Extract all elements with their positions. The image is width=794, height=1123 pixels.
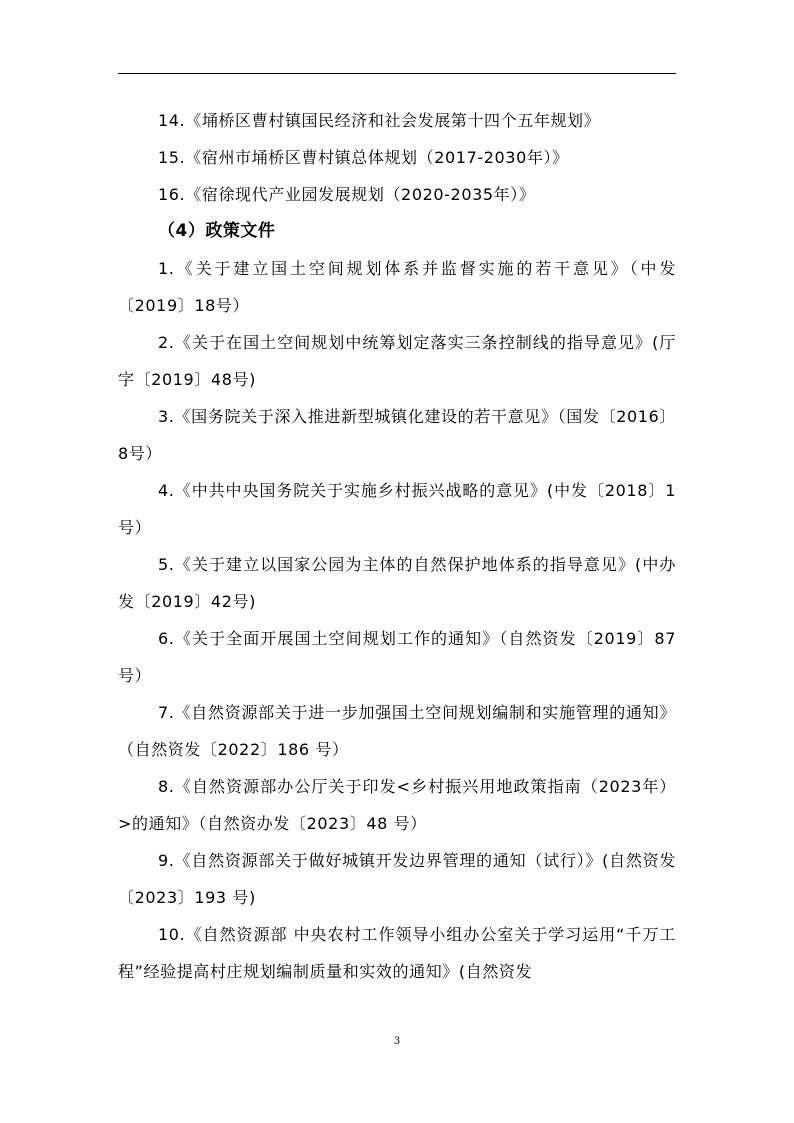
section-heading: （4）政策文件 (158, 221, 276, 241)
header-rule (118, 73, 676, 74)
list-item: 5.《关于建立以国家公园为主体的自然保护地体系的指导意见》(中办发〔2019〕42号) (118, 555, 676, 611)
list-item: 1.《关于建立国土空间规划体系并监督实施的若干意见》（中发〔2019〕18号） (118, 259, 676, 315)
list-item: 16.《宿徐现代产业园发展规划（2020-2035年）》 (158, 185, 536, 204)
list-item: 8.《自然资源部办公厅关于印发<乡村振兴用地政策指南（2023年）>的通知》（自然资办发〔2023〕48 号） (118, 777, 676, 833)
page-number: 3 (393, 1036, 401, 1047)
document-body (118, 102, 676, 990)
list-item: 9.《自然资源部关于做好城镇开发边界管理的通知（试行）》(自然资发〔2023〕193 号) (118, 851, 676, 907)
list-item: 15.《宿州市埇桥区曹村镇总体规划（2017-2030年）》 (158, 148, 569, 167)
list-item: 4.《中共中央国务院关于实施乡村振兴战略的意见》(中发〔2018〕1号） (118, 481, 676, 537)
list-item: 3.《国务院关于深入推进新型城镇化建设的若干意见》（国发〔2016〕8号） (118, 407, 676, 463)
list-item: 10.《自然资源部 中央农村工作领导小组办公室关于学习运用“千万工程”经验提高村庄规划编制质量和实效的通知》(自然资发 (118, 925, 676, 981)
list-item: 6.《关于全面开展国土空间规划工作的通知》（自然资发〔2019〕87号） (118, 629, 676, 685)
list-item: 2.《关于在国土空间规划中统筹划定落实三条控制线的指导意见》(厅字〔2019〕48号) (118, 333, 676, 389)
list-item: 7.《自然资源部关于进一步加强国土空间规划编制和实施管理的通知》（自然资发〔2022〕186 号） (118, 703, 676, 759)
list-item: 14.《埇桥区曹村镇国民经济和社会发展第十四个五年规划》 (158, 111, 601, 130)
